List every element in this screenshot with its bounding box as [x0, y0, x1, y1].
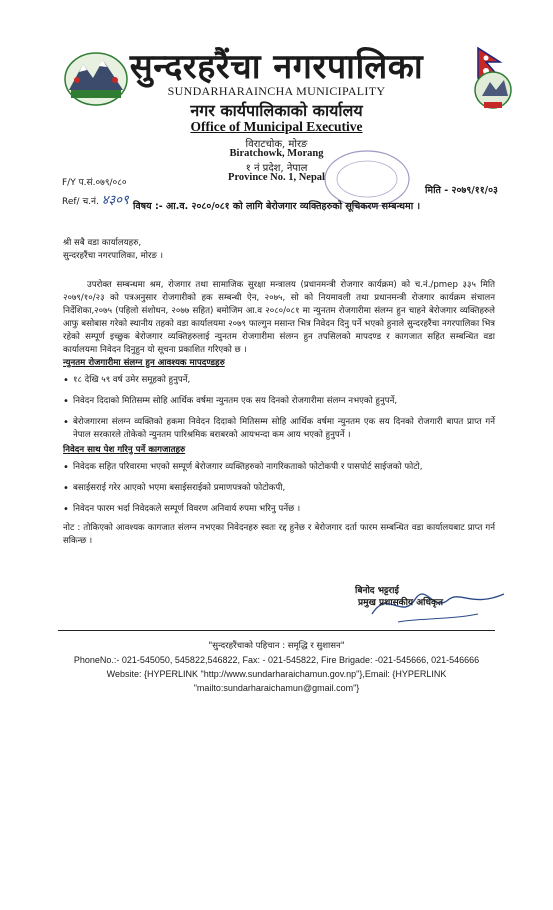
addressee: [63, 237, 495, 263]
footer-website: Website: {HYPERLINK "http://www.sundarharaichamun.gov.np"},Email: {HYPERLINK: [106, 669, 447, 679]
office-name-nepali: नगर कार्यपालिकाको कार्यालय: [190, 101, 363, 120]
criteria-heading: न्युनतम रोजगारीमा संलग्न हुन आवश्यक मापदण्डहरु: [63, 358, 225, 368]
footer-divider: [58, 630, 495, 631]
body-paragraph: उपरोक्त सम्बन्धमा श्रम, रोजगार तथा सामाजिक सुरक्षा मन्त्रालय (प्रधानमन्त्री रोजगार कार्यक्रम) को च.नं./pmep ३३५ मिति २०७९/१०/२३ को पत्रअनुसार रोजगारीको हक सम्बन्धी ऐन, २०७५, सो को नियमावली तथा प्रधानमन्त्री रोजगार कार्यक्रम संचालन निर्देशिका,२०७५ (पहिलो संशोधन, २०७७ सहित) बमोजिम आ.व २०८०/०८१ मा न्युनतम रोजगारीमा संलग्न हुन चाहने बेरोजगार व्यक्तिहरुले आफु बसोबास गरेको स्थानीय तहको वडा कार्यालयमा २०७९ फाल्गुन मसान्त भित्र निवेदन दिनु पर्ने भएको हुनाले सुन्दरहरैंचा नगरपालिका भित्र रहेको सम्पूर्ण इच्छुक बेरोजगार व्यक्तिहरुलाई न्युनतम रोजगारीमा संलग्न हुन तपसिलको मापदण्ड र कागजात सहित सम्बन्धित वडा कार्यालयमा निवेदन दिनुहुन यो सूचना प्रकाशित गरिएको छ ।: [63, 280, 495, 355]
reference-label: Ref/ च.नं.: [62, 197, 99, 207]
addressee-line-2: सुन्दरहरैंचा नगरपालिका, मोरङ ।: [63, 251, 163, 261]
note: नोट : तोकिएको आवश्यक कागजात संलग्न नभएका निवेदनहरु स्वतः रद्द हुनेछ र बेरोजगार दर्ता फारम सम्बन्धित वडा कार्यालयबाट प्राप्त गर्न सकिन्छ ।: [63, 523, 495, 546]
letter-subject: विषय :- आ.व. २०८०/०८१ को लागि बेरोजगार व्यक्तिहरुको सूचिकरण सम्बन्धमा ।: [132, 201, 421, 212]
fiscal-year-label: F/Y प.सं.०७९/०८०: [62, 178, 127, 188]
reference-handwritten-number: ४३०९: [101, 193, 129, 208]
province-nepali: १ नं प्रदेश, नेपाल: [245, 163, 308, 174]
signatory-name: बिनोद भट्टराई: [355, 586, 399, 596]
addressee-line-1: श्री सबै वडा कार्यालयहरु,: [63, 238, 142, 248]
municipality-name-nepali: सुन्दरहरैंचा नगरपालिका: [129, 47, 424, 87]
footer-phone: PhoneNo.:- 021-545050, 545822,546822, Fax: - 021-545822, Fire Brigade: -021-545666, 021-546666: [73, 655, 480, 665]
document-item: • बसाईसराई गरेर आएको भएमा बसाईसराईको प्रमाणपत्रको फोटोकपी,: [63, 482, 495, 495]
document-item: • निवेदक सहित परिवारमा भएको सम्पूर्ण बेरोजगार व्यक्तिहरुको नागरिकताको फोटोकपी र पासपोर्ट साईजको फोटो,: [63, 461, 495, 474]
municipality-name-english: SUNDARHARAINCHA MUNICIPALITY: [167, 84, 386, 98]
footer-email: "mailto:sundarharaichamun@gmail.com"}: [193, 683, 360, 693]
criteria-item: • १८ देखि ५९ वर्ष उमेर समूहको हुनुपर्ने,: [63, 374, 495, 387]
footer-motto: "सुन्दरहरैंचाको पहिचान : समृद्धि र सुशासन": [208, 641, 345, 651]
letter-date: मिति - २०७९/११/०३: [424, 185, 498, 196]
letter-body: [63, 279, 495, 548]
signatory-title: प्रमुख प्रशासकीय अधिकृत: [358, 598, 444, 608]
address-english: Biratchowk, Morang: [229, 148, 324, 159]
criteria-item: • निवेदन दिदाको मितिसम्म सोहि आर्थिक वर्षमा न्युनतम एक सय दिनको रोजगारीमा संलग्न नभएको हुनुपर्ने,: [63, 395, 495, 408]
criteria-item: • बेरोजगारमा संलग्न व्यक्तिको हकमा निवेदन दिदाको मितिसम्म सोहि आर्थिक वर्षमा न्युनतम एक सय दिनको रोजगारी बापत प्राप्त गर्ने नेपाल सरकारले तोकेको न्युनतम पारिश्रमिक बराबरको आयभन्दा कम आय भएको हुनुपर्ने ।: [63, 416, 495, 442]
documents-heading: निवेदन साथ पेश गरिनु पर्ने कागजातहरु: [63, 445, 186, 455]
address-nepali: विराटचोक, मोरङ: [245, 139, 308, 150]
office-name-english: Office of Municipal Executive: [190, 119, 363, 134]
document-item: • निवेदन फारम भर्दा निवेदकले सम्पूर्ण विवरण अनिवार्य रुपमा भरिनु पर्नेछ ।: [63, 503, 495, 516]
province-english: Province No. 1, Nepal: [228, 172, 325, 183]
